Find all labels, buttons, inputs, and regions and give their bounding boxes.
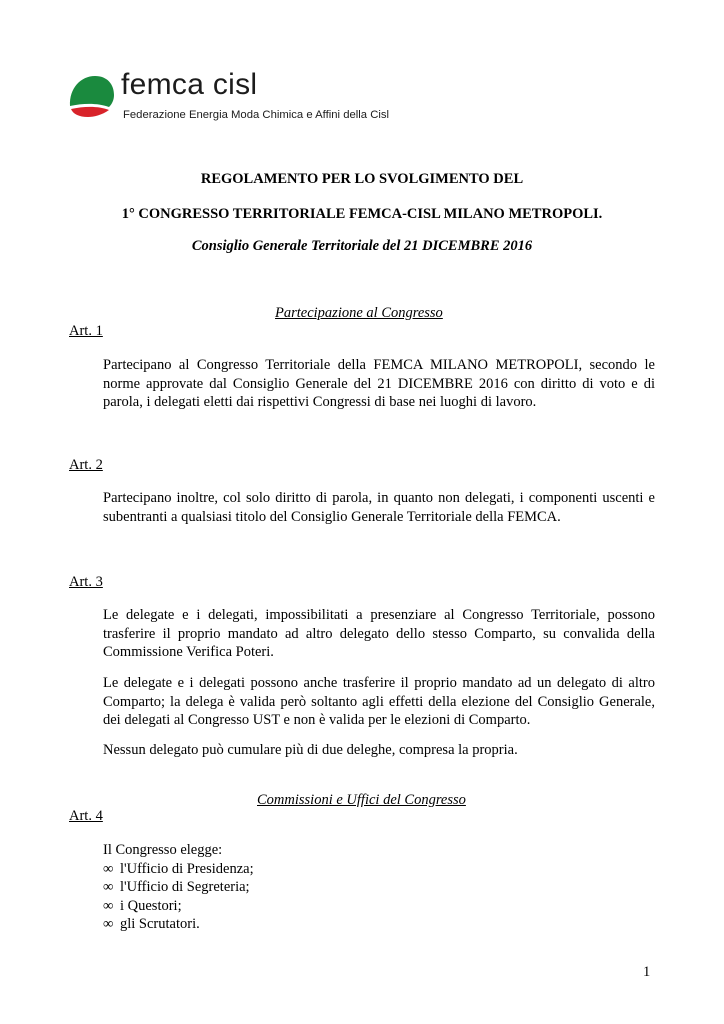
- infinity-bullet-icon: ∞: [103, 897, 114, 914]
- infinity-bullet-icon: ∞: [103, 860, 114, 877]
- art-3-label: Art. 3: [69, 574, 103, 590]
- art-1-label: Art. 1: [69, 323, 103, 339]
- art-2-text: Partecipano inoltre, col solo diritto di parola, in quanto non delegati, i componenti uscenti e subentranti a qualsiasi titolo del Consiglio Generale Territoriale della FEMCA.: [103, 490, 655, 525]
- logo-mark-icon: [68, 74, 116, 118]
- list-item: ∞ i Questori;: [103, 897, 182, 914]
- art-3-paragraph-2: Le delegate e i delegati possono anche trasferire il proprio mandato ad un delegato di altro Comparto; la delega è valida però soltanto agli effetti della elezione del Consiglio Generale, dei delegati al Congresso UST e non è valida per le elezioni di Comparto.: [103, 675, 655, 728]
- art-4-label: Art. 4: [69, 808, 103, 824]
- list-item: ∞ gli Scrutatori.: [103, 916, 200, 932]
- title-line-2: 1° CONGRESSO TERRITORIALE FEMCA-CISL MILANO METROPOLI.: [121, 206, 603, 222]
- infinity-bullet-icon: ∞: [103, 916, 114, 932]
- femca-cisl-logo: [68, 68, 398, 124]
- infinity-bullet-icon: ∞: [103, 879, 114, 895]
- page-number: 1: [643, 964, 651, 980]
- list-item: ∞ l'Ufficio di Segreteria;: [103, 879, 250, 895]
- art-3-paragraph-3: Nessun delegato può cumulare più di due deleghe, compresa la propria.: [103, 742, 518, 758]
- art-4-intro: Il Congresso elegge:: [103, 842, 223, 858]
- art-1-text: Partecipano al Congresso Territoriale della FEMCA MILANO METROPOLI, secondo le norme approvate dal Consiglio Generale del 21 DICEMBRE 2016 con diritto di voto e di parola, i delegati eletti dai rispettivi Congressi di base nei luoghi di lavoro.: [103, 357, 655, 410]
- art-4-list: [103, 841, 254, 934]
- title-line-3: Consiglio Generale Territoriale del 21 DICEMBRE 2016: [191, 238, 533, 254]
- section-heading-commissioni: Commissioni e Uffici del Congresso: [257, 792, 466, 808]
- art-2-label: Art. 2: [69, 457, 103, 473]
- section-heading-partecipazione: Partecipazione al Congresso: [275, 305, 443, 321]
- brand-subtitle: Federazione Energia Moda Chimica e Affini della Cisl: [123, 109, 390, 121]
- brand-name: femca cisl: [121, 68, 258, 101]
- title-line-1: REGOLAMENTO PER LO SVOLGIMENTO DEL: [200, 171, 524, 187]
- art-3-paragraph-1: Le delegate e i delegati, impossibilitati a presenziare al Congresso Territoriale, possono trasferire il proprio mandato ad altro delegato dello stesso Comparto, su convalida della Commissione Verifica Poteri.: [103, 607, 655, 660]
- list-item: ∞ l'Ufficio di Presidenza;: [103, 860, 254, 877]
